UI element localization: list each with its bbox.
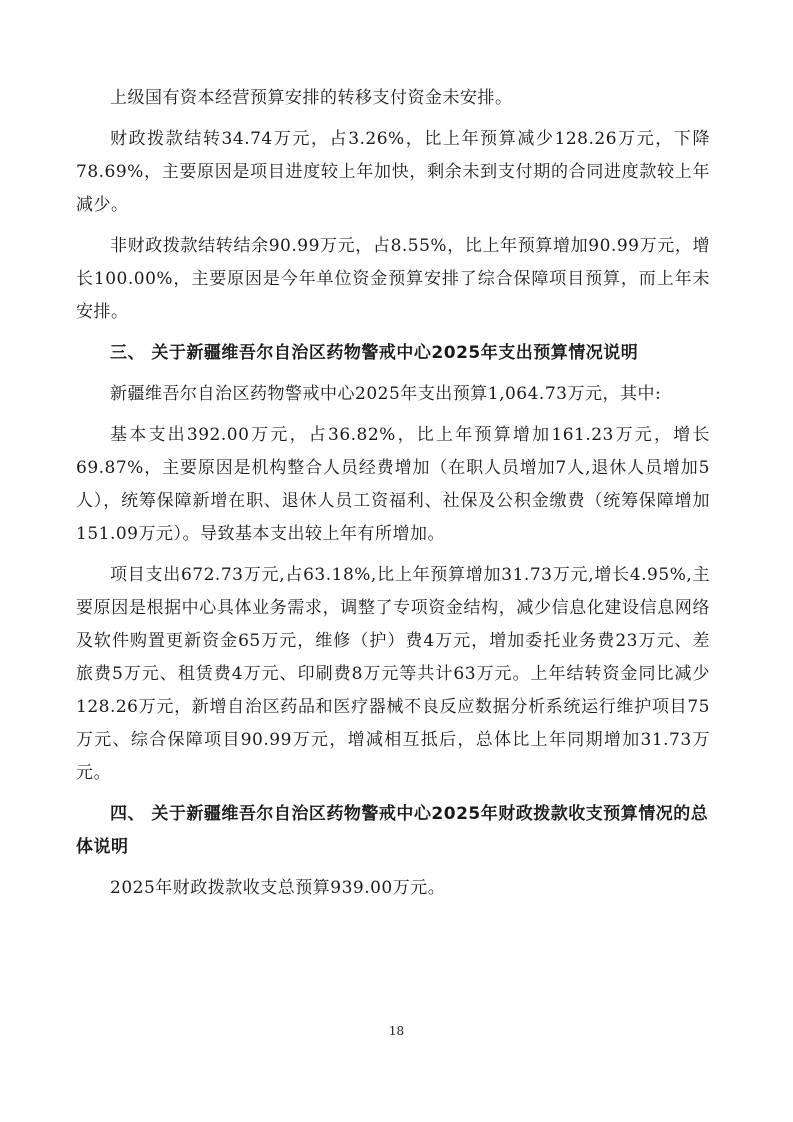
paragraph-nonfiscal-carryover: 非财政拨款结转结余90.99万元，占8.55%，比上年预算增加90.99万元，增长100.00%，主要原因是今年单位资金预算安排了综合保障项目预算，而上年未安排。 [76, 236, 710, 322]
paragraph-fiscal-carryover: 财政拨款结转34.74万元，占3.26%，比上年预算减少128.26万元，下降78.69%，主要原因是项目进度较上年加快，剩余未到支付期的合同进度款较上年减少。 [76, 129, 710, 215]
paragraph-fiscal-total-budget: 2025年财政拨款收支总预算939.00万元。 [110, 878, 446, 898]
section-heading-3: 三、 关于新疆维吾尔自治区药物警戒中心2025年支出预算情况说明 [110, 343, 639, 363]
document-body [76, 82, 710, 905]
section-heading-4: 四、 关于新疆维吾尔自治区药物警戒中心2025年财政拨款收支预算情况的总体说明 [76, 804, 709, 857]
paragraph-project-expenditure: 项目支出672.73万元,占63.18%,比上年预算增加31.73万元,增长4.95%,主要原因是根据中心具体业务需求，调整了专项资金结构，减少信息化建设信息网络及软件购置更新资金65万元，维修（护）费4万元，增加委托业务费23万元、差旅费5万元、租赁费4万元、印刷费8万元等共计63万元。上年结转资金同比减少128.26万元，新增自治区药品和医疗器械不良反应数据分析系统运行维护项目75万元、综合保障项目90.99万元，增减相互抵后，总体比上年同期增加31.73万元。 [76, 565, 710, 783]
paragraph-transfer-payment: 上级国有资本经营预算安排的转移支付资金未安排。 [110, 88, 513, 108]
paragraph-basic-expenditure: 基本支出392.00万元，占36.82%，比上年预算增加161.23万元，增长69.87%，主要原因是机构整合人员经费增加（在职人员增加7人,退休人员增加5人），统筹保障新增在职、退休人员工资福利、社保及公积金缴费（统筹保障增加151.09万元）。导致基本支出较上年有所增加。 [76, 425, 710, 544]
page-number: 18 [388, 1024, 405, 1038]
paragraph-expenditure-total: 新疆维吾尔自治区药物警戒中心2025年支出预算1,064.73万元，其中: [110, 384, 662, 404]
